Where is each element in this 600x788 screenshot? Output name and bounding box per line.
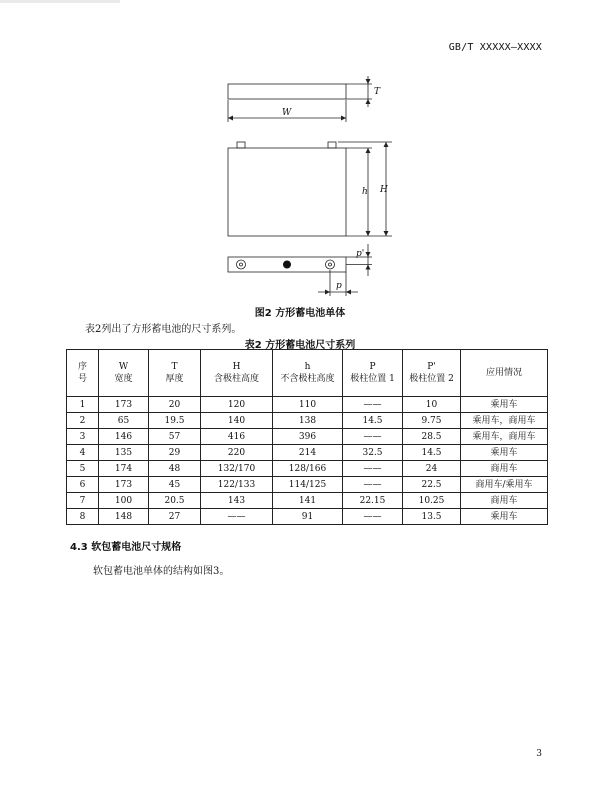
table-cell: 乘用车 xyxy=(461,445,548,461)
intro-text: 表2列出了方形蓄电池的尺寸系列。 xyxy=(85,324,242,335)
table-cell: 9.75 xyxy=(403,413,461,429)
table-cell: 65 xyxy=(99,413,149,429)
table-cell: 14.5 xyxy=(403,445,461,461)
table-cell: 148 xyxy=(99,509,149,525)
table-cell: 141 xyxy=(273,493,343,509)
table-cell: 20.5 xyxy=(149,493,201,509)
table-cell: 174 xyxy=(99,461,149,477)
table-cell: 乘用车，商用车 xyxy=(461,413,548,429)
table-cell: 7 xyxy=(67,493,99,509)
table-cell: 19.5 xyxy=(149,413,201,429)
table-cell: 416 xyxy=(201,429,273,445)
table-cell: 140 xyxy=(201,413,273,429)
table-cell: 5 xyxy=(67,461,99,477)
table-cell: 91 xyxy=(273,509,343,525)
table-header-row xyxy=(67,350,548,397)
header-text: 号 xyxy=(77,374,87,384)
table-row xyxy=(67,493,548,509)
header-text: H xyxy=(232,362,241,372)
table-body xyxy=(67,397,548,525)
section-heading: 4.3 软包蓄电池尺寸规格 xyxy=(70,542,182,553)
header-text: T xyxy=(171,362,178,372)
table-row xyxy=(67,477,548,493)
table-row xyxy=(67,413,548,429)
section-body: 软包蓄电池单体的结构如图3。 xyxy=(93,566,230,577)
header-text: 厚度 xyxy=(165,374,184,384)
table-cell: 143 xyxy=(201,493,273,509)
header-text: h xyxy=(304,362,311,372)
table-cell: 132/170 xyxy=(201,461,273,477)
table-cell: 6 xyxy=(67,477,99,493)
table-cell: 1 xyxy=(67,397,99,413)
header-text: 宽度 xyxy=(114,374,133,384)
table-cell: 100 xyxy=(99,493,149,509)
table-cell: 商用车 xyxy=(461,461,548,477)
table-cell: 135 xyxy=(99,445,149,461)
label-W: W xyxy=(282,108,292,118)
table-cell: 128/166 xyxy=(273,461,343,477)
table-cell: 32.5 xyxy=(343,445,403,461)
table-row xyxy=(67,397,548,413)
table-cell: 27 xyxy=(149,509,201,525)
table-cell: 4 xyxy=(67,445,99,461)
page-number: 3 xyxy=(536,749,542,759)
table-cell: 13.5 xyxy=(403,509,461,525)
table-cell: 10.25 xyxy=(403,493,461,509)
table-cell: 146 xyxy=(99,429,149,445)
table-cell: 214 xyxy=(273,445,343,461)
table-cell: 20 xyxy=(149,397,201,413)
table-cell: 396 xyxy=(273,429,343,445)
table-cell: 商用车/乘用车 xyxy=(461,477,548,493)
table-cell: 120 xyxy=(201,397,273,413)
table-cell: 8 xyxy=(67,509,99,525)
header-text: 含极柱高度 xyxy=(213,374,259,384)
terminal-left xyxy=(237,142,245,148)
table-cell: 22.5 xyxy=(403,477,461,493)
table-cell: —— xyxy=(343,509,403,525)
front-view-outline xyxy=(228,148,346,236)
table-row xyxy=(67,461,548,477)
table-row xyxy=(67,429,548,445)
table-cell: 商用车 xyxy=(461,493,548,509)
label-H: H xyxy=(380,185,388,195)
table-caption: 表2 方形蓄电池尺寸系列 xyxy=(244,340,356,351)
table-cell: 114/125 xyxy=(273,477,343,493)
header-cell xyxy=(67,350,99,397)
terminal-right xyxy=(328,142,336,148)
table-cell: 乘用车 xyxy=(461,509,548,525)
table-cell: 45 xyxy=(149,477,201,493)
standard-number: GB/T XXXXX—XXXX xyxy=(448,42,542,53)
header-text: W xyxy=(118,362,129,372)
header-cell xyxy=(403,350,461,397)
label-h: h xyxy=(362,187,368,197)
header-cell xyxy=(99,350,149,397)
table-cell: —— xyxy=(343,461,403,477)
battery-drawing xyxy=(0,0,600,300)
table-cell: 57 xyxy=(149,429,201,445)
table-cell: 173 xyxy=(99,397,149,413)
table-cell: 24 xyxy=(403,461,461,477)
table-cell: 3 xyxy=(67,429,99,445)
table-cell: 14.5 xyxy=(343,413,403,429)
table-cell: 220 xyxy=(201,445,273,461)
table-row xyxy=(67,445,548,461)
header-cell xyxy=(343,350,403,397)
table-cell: 48 xyxy=(149,461,201,477)
table-cell: —— xyxy=(201,509,273,525)
header-cell xyxy=(201,350,273,397)
table-cell: 29 xyxy=(149,445,201,461)
label-p: p xyxy=(336,281,342,291)
top-view-outline xyxy=(228,84,346,99)
header-cell xyxy=(461,350,548,397)
center-vent xyxy=(283,261,291,269)
header-text: 极柱位置 1 xyxy=(350,374,395,384)
table-row xyxy=(67,509,548,525)
table-cell: 乘用车 xyxy=(461,397,548,413)
header-text: 应用情况 xyxy=(485,368,522,378)
table-cell: 2 xyxy=(67,413,99,429)
header-cell xyxy=(273,350,343,397)
table-cell: 乘用车，商用车 xyxy=(461,429,548,445)
table-cell: 110 xyxy=(273,397,343,413)
header-text: P' xyxy=(427,362,436,372)
table-cell: 173 xyxy=(99,477,149,493)
header-text: 序 xyxy=(77,362,87,372)
table-cell: —— xyxy=(343,429,403,445)
label-T: T xyxy=(374,87,381,97)
dimensions-table xyxy=(66,349,548,525)
header-text: 极柱位置 2 xyxy=(409,374,454,384)
table-cell: 138 xyxy=(273,413,343,429)
table-cell: 10 xyxy=(403,397,461,413)
label-p-prime: p' xyxy=(356,249,365,259)
header-cell xyxy=(149,350,201,397)
header-text: P xyxy=(369,362,376,372)
figure-caption: 图2 方形蓄电池单体 xyxy=(254,308,346,319)
table-cell: 22.15 xyxy=(343,493,403,509)
header-text: 不含极柱高度 xyxy=(280,374,335,384)
table-cell: 122/133 xyxy=(201,477,273,493)
table-cell: 28.5 xyxy=(403,429,461,445)
table-cell: —— xyxy=(343,397,403,413)
table-cell: —— xyxy=(343,477,403,493)
